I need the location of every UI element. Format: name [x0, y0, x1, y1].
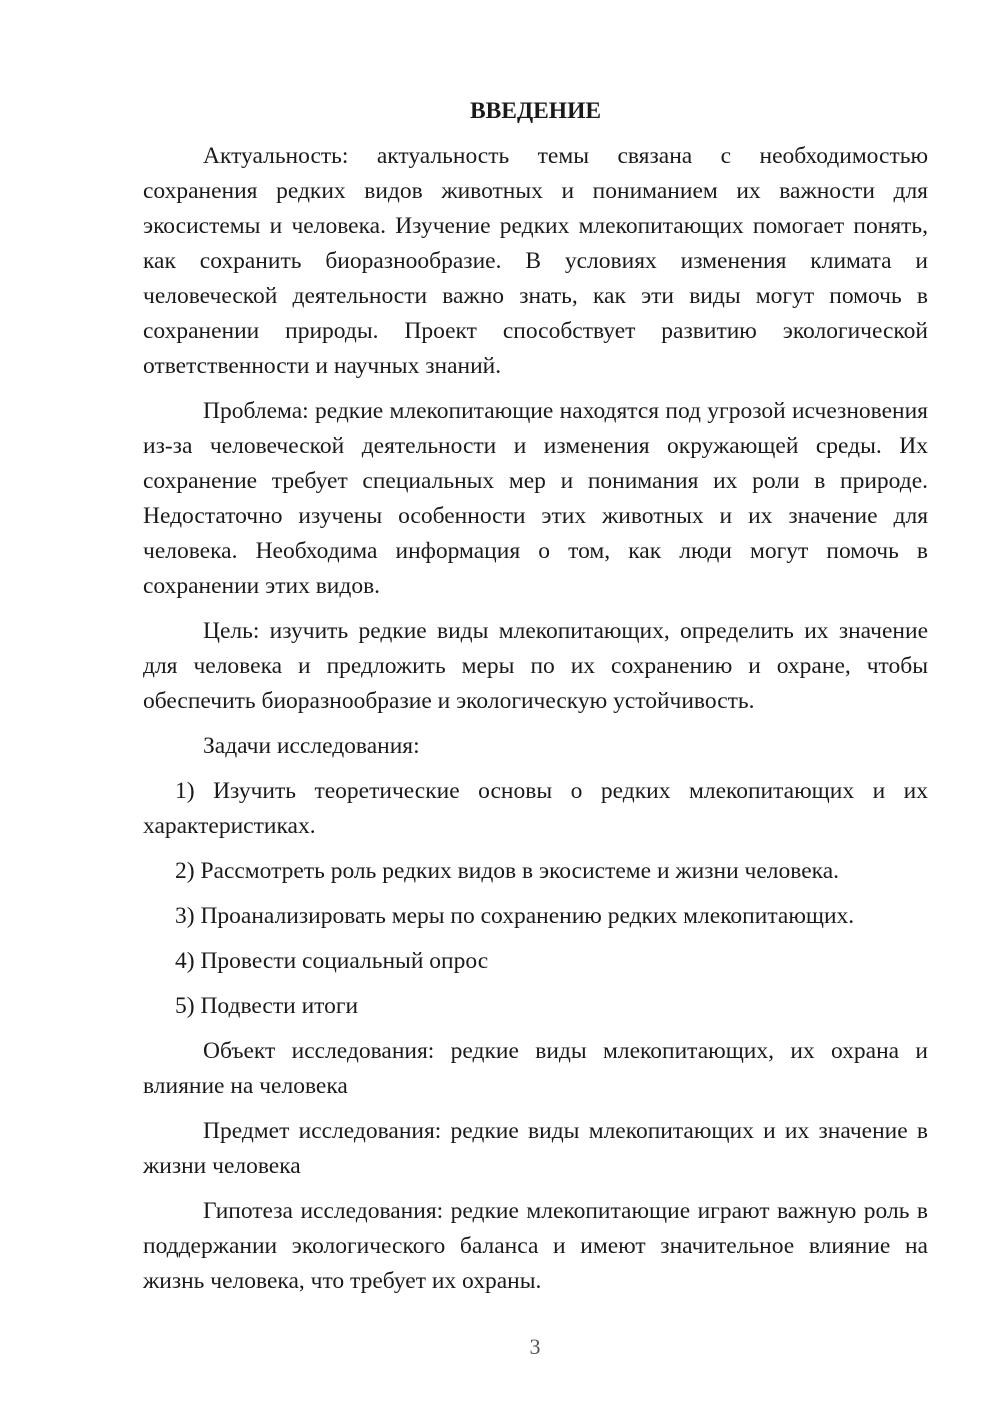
relevance-paragraph: Актуальность: актуальность темы связана с необходимостью сохранения редких видов животных и пониманием их важности для экосистемы и человека. Изучение редких млекопитающих помогает понять, как сохранить биоразнообразие. В условиях изменения климата и человеческой деятельности важно знать, как эти виды могут помочь в сохранении природы. Проект способствует развитию экологической ответственности и научных знаний. — [143, 143, 928, 379]
task-item-5: 5) Подвести итоги — [175, 993, 359, 1019]
task-item-3: 3) Проанализировать меры по сохранению редких млекопитающих. — [175, 903, 855, 929]
page-title: ВВЕДЕНИЕ — [469, 98, 602, 124]
tasks-heading: Задачи исследования: — [203, 733, 420, 759]
document-body — [143, 94, 928, 1309]
page-number: 3 — [529, 1334, 541, 1359]
problem-paragraph: Проблема: редкие млекопитающие находятся под угрозой исчезновения из-за человеческой деятельности и изменения окружающей среды. Их сохранение требует специальных мер и понимания их роли в природе. Недостаточно изучены особенности этих животных и их значение для человека. Необходима информация о том, как люди могут помочь в сохранении этих видов. — [143, 398, 928, 599]
goal-paragraph: Цель: изучить редкие виды млекопитающих, определить их значение для человека и предложить меры по их сохранению и охране, чтобы обеспечить биоразнообразие и экологическую устойчивость. — [143, 618, 928, 714]
hypothesis-paragraph: Гипотеза исследования: редкие млекопитающие играют важную роль в поддержании экологического баланса и имеют значительное влияние на жизнь человека, что требует их охраны. — [143, 1198, 928, 1294]
object-paragraph: Объект исследования: редкие виды млекопитающих, их охрана и влияние на человека — [143, 1038, 928, 1099]
subject-paragraph: Предмет исследования: редкие виды млекопитающих и их значение в жизни человека — [143, 1118, 928, 1179]
task-item-4: 4) Провести социальный опрос — [175, 948, 489, 974]
task-item-1: 1) Изучить теоретические основы о редких млекопитающих и их характеристиках. — [143, 778, 928, 839]
task-item-2: 2) Рассмотреть роль редких видов в экосистеме и жизни человека. — [175, 858, 840, 884]
